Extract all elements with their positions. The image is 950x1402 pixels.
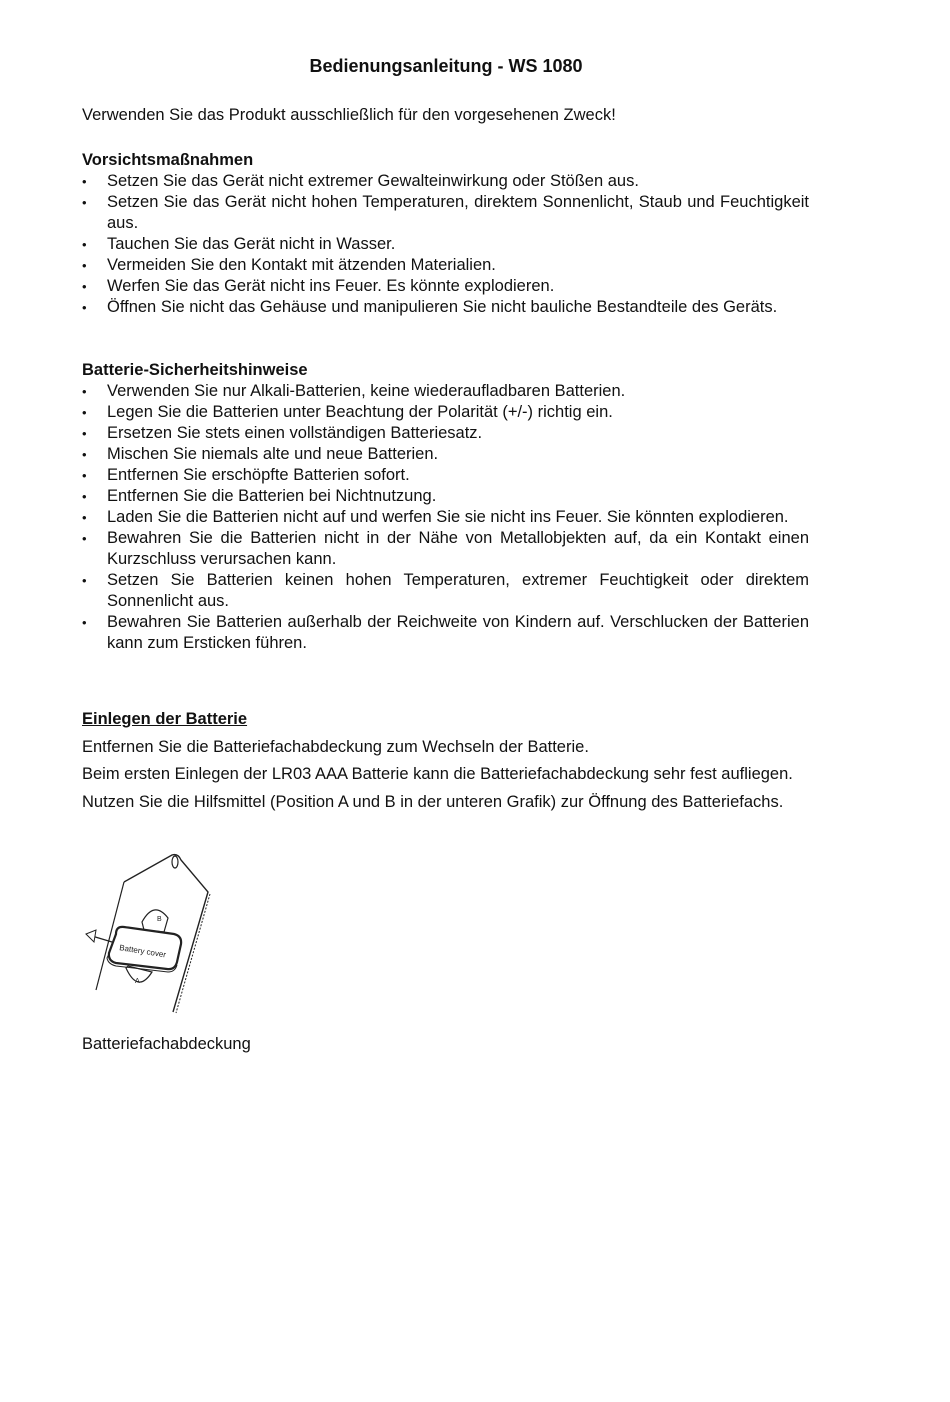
precautions-section [82, 150, 809, 318]
precautions-list [82, 171, 809, 318]
battery-safety-section [82, 360, 809, 654]
list-item: • Werfen Sie das Gerät nicht ins Feuer. Es könnte explodieren. [82, 276, 809, 297]
list-item: • Vermeiden Sie den Kontakt mit ätzenden Materialien. [82, 255, 809, 276]
list-item: • Legen Sie die Batterien unter Beachtung der Polarität (+/-) richtig ein. [82, 402, 809, 423]
list-item: • Entfernen Sie erschöpfte Batterien sofort. [82, 465, 809, 486]
label-b: B [157, 916, 162, 923]
list-item: • Bewahren Sie Batterien außerhalb der Reichweite von Kindern auf. Verschlucken der Batterien kann zum Ersticken führen. [82, 612, 809, 654]
list-item: • Setzen Sie Batterien keinen hohen Temperaturen, extremer Feuchtigkeit oder direktem Sonnenlicht aus. [82, 570, 809, 612]
figure-caption: Batteriefachabdeckung [82, 1035, 251, 1053]
list-item: • Bewahren Sie die Batterien nicht in der Nähe von Metallobjekten auf, da ein Kontakt einen Kurzschluss verursachen kann. [82, 528, 809, 570]
list-item: • Verwenden Sie nur Alkali-Batterien, keine wiederaufladbaren Batterien. [82, 381, 809, 402]
page-title: Bedienungsanleitung - WS 1080 [309, 56, 583, 76]
insertion-paragraph-1: Entfernen Sie die Batteriefachabdeckung zum Wechseln der Batterie. [82, 737, 589, 756]
precautions-heading: Vorsichtsmaßnahmen [82, 151, 254, 169]
list-item: • Entfernen Sie die Batterien bei Nichtnutzung. [82, 486, 809, 507]
list-item: • Öffnen Sie nicht das Gehäuse und manipulieren Sie nicht bauliche Bestandteile des Geräts. [82, 297, 809, 318]
insertion-paragraph-2: Beim ersten Einlegen der LR03 AAA Batterie kann die Batteriefachabdeckung sehr fest aufliegen. Nutzen Sie die Hilfsmittel (Position A und B in der unteren Grafik) zur Öffnung des Batteriefachs. [82, 765, 793, 811]
battery-safety-heading: Batterie-Sicherheitshinweise [82, 361, 308, 379]
list-item: • Tauchen Sie das Gerät nicht in Wasser. [82, 234, 809, 255]
list-item: • Laden Sie die Batterien nicht auf und werfen Sie sie nicht ins Feuer. Sie könnten explodieren. [82, 507, 809, 528]
label-a: A [135, 978, 140, 985]
list-item: • Ersetzen Sie stets einen vollständigen Batteriesatz. [82, 423, 809, 444]
battery-safety-list [82, 381, 809, 654]
list-item: • Setzen Sie das Gerät nicht hohen Temperaturen, direktem Sonnenlicht, Staub und Feuchtigkeit aus. [82, 192, 809, 234]
list-item: • Mischen Sie niemals alte und neue Batterien. [82, 444, 809, 465]
battery-cover-illustration [82, 850, 212, 1015]
intro-text: Verwenden Sie das Produkt ausschließlich für den vorgesehenen Zweck! [82, 106, 616, 124]
list-item: • Setzen Sie das Gerät nicht extremer Gewalteinwirkung oder Stößen aus. [82, 171, 809, 192]
insertion-heading: Einlegen der Batterie [82, 710, 248, 728]
battery-insertion-section [82, 706, 809, 816]
battery-cover-label: Battery cover [118, 943, 167, 960]
